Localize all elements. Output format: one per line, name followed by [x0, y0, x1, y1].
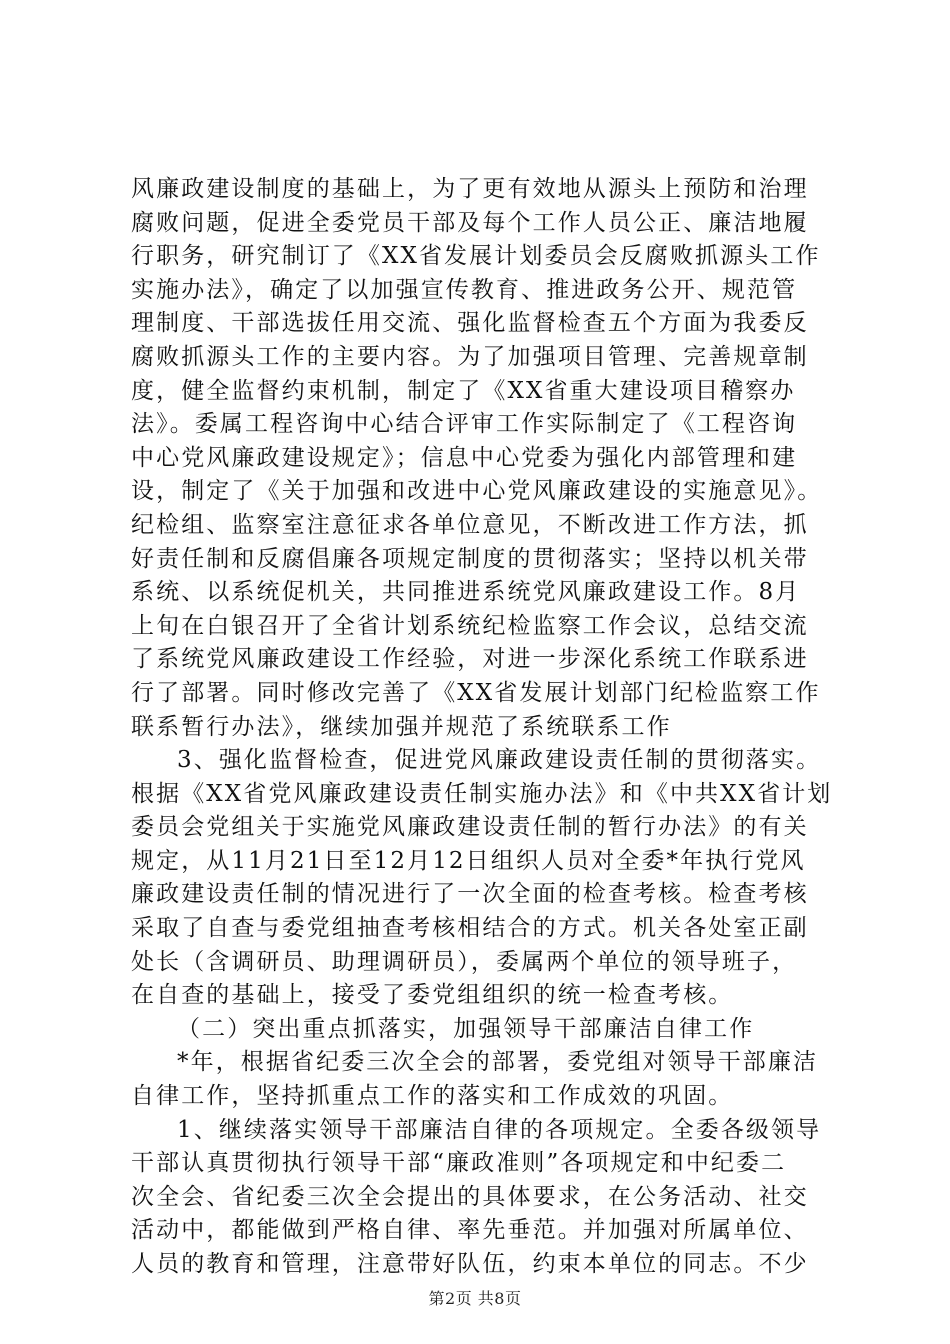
text-line-indented: 1、继续落实领导干部廉洁自律的各项规定。全委各级领导	[177, 1116, 822, 1143]
text-line: 纪检组、监察室注意征求各单位意见，不断改进工作方法，抓	[131, 511, 809, 538]
text-line: 根据《XX省党风廉政建设责任制实施办法》和《中共XX省计划	[131, 780, 833, 807]
section-heading: （二）突出重点抓落实，加强领导干部廉洁自律工作	[177, 1015, 755, 1042]
text-line: 实施办法》，确定了以加强宣传教育、推进政务公开、规范管	[131, 276, 798, 303]
text-line: 腐败抓源头工作的主要内容。为了加强项目管理、完善规章制	[131, 343, 809, 370]
text-line: 人员的教育和管理，注意带好队伍，约束本单位的同志。不少	[131, 1251, 809, 1277]
text-line: 委员会党组关于实施党风廉政建设责任制的暂行办法》的有关	[131, 814, 809, 841]
text-line: 联系暂行办法》，继续加强并规范了系统联系工作	[131, 713, 672, 740]
text-line: 腐败问题，促进全委党员干部及每个工作人员公正、廉洁地履	[131, 209, 809, 236]
text-line-indented: 3、强化监督检查，促进党风廉政建设责任制的贯彻落实。	[177, 747, 822, 774]
text-line: 规定，从11月21日至12月12日组织人员对全委*年执行党风	[131, 847, 806, 874]
text-line: 设，制定了《关于加强和改进中心党风廉政建设的实施意见》。	[131, 478, 823, 505]
text-line: 活动中，都能做到严格自律、率先垂范。并加强对所属单位、	[131, 1217, 809, 1244]
page-footer	[0, 1286, 950, 1309]
text-line: 行了部署。同时修改完善了《XX省发展计划部门纪检监察工作	[131, 679, 821, 706]
text-line: 中心党风廉政建设规定》；信息中心党委为强化内部管理和建	[131, 444, 798, 471]
text-line: 行职务，研究制订了《XX省发展计划委员会反腐败抓源头工作	[131, 243, 821, 270]
text-line-indented: *年，根据省纪委三次全会的部署，委党组对领导干部廉洁	[177, 1049, 819, 1076]
text-line: 干部认真贯彻执行领导干部“廉政准则”各项规定和中纪委二	[131, 1150, 787, 1177]
page-indicator: 第2页 共8页	[428, 1289, 522, 1308]
text-line: 次全会、省纪委三次全会提出的具体要求，在公务活动、社交	[131, 1183, 809, 1210]
text-line: 处长（含调研员、助理调研员），委属两个单位的领导班子，	[131, 948, 798, 975]
text-line: 上旬在白银召开了全省计划系统纪检监察工作会议，总结交流	[131, 612, 809, 639]
text-line: 在自查的基础上，接受了委党组组织的统一检查考核。	[131, 982, 734, 1009]
text-line: 系统、以系统促机关，共同推进系统党风廉政建设工作。8月	[131, 579, 801, 606]
text-line: 了系统党风廉政建设工作经验，对进一步深化系统工作联系进	[131, 646, 809, 673]
text-line: 自律工作，坚持抓重点工作的落实和工作成效的巩固。	[131, 1083, 734, 1110]
text-line: 度，健全监督约束机制，制定了《XX省重大建设项目稽察办	[131, 377, 796, 404]
text-line: 理制度、干部选拔任用交流、强化监督检查五个方面为我委反	[131, 310, 809, 337]
text-line: 好责任制和反腐倡廉各项规定制度的贯彻落实；坚持以机关带	[131, 545, 809, 572]
text-line: 采取了自查与委党组抽查考核相结合的方式。机关各处室正副	[131, 915, 809, 942]
text-line: 廉政建设责任制的情况进行了一次全面的检查考核。检查考核	[131, 881, 809, 908]
text-line: 法》。委属工程咨询中心结合评审工作实际制定了《工程咨询	[131, 411, 798, 438]
text-line: 风廉政建设制度的基础上，为了更有效地从源头上预防和治理	[131, 176, 809, 202]
document-body	[131, 173, 831, 1282]
